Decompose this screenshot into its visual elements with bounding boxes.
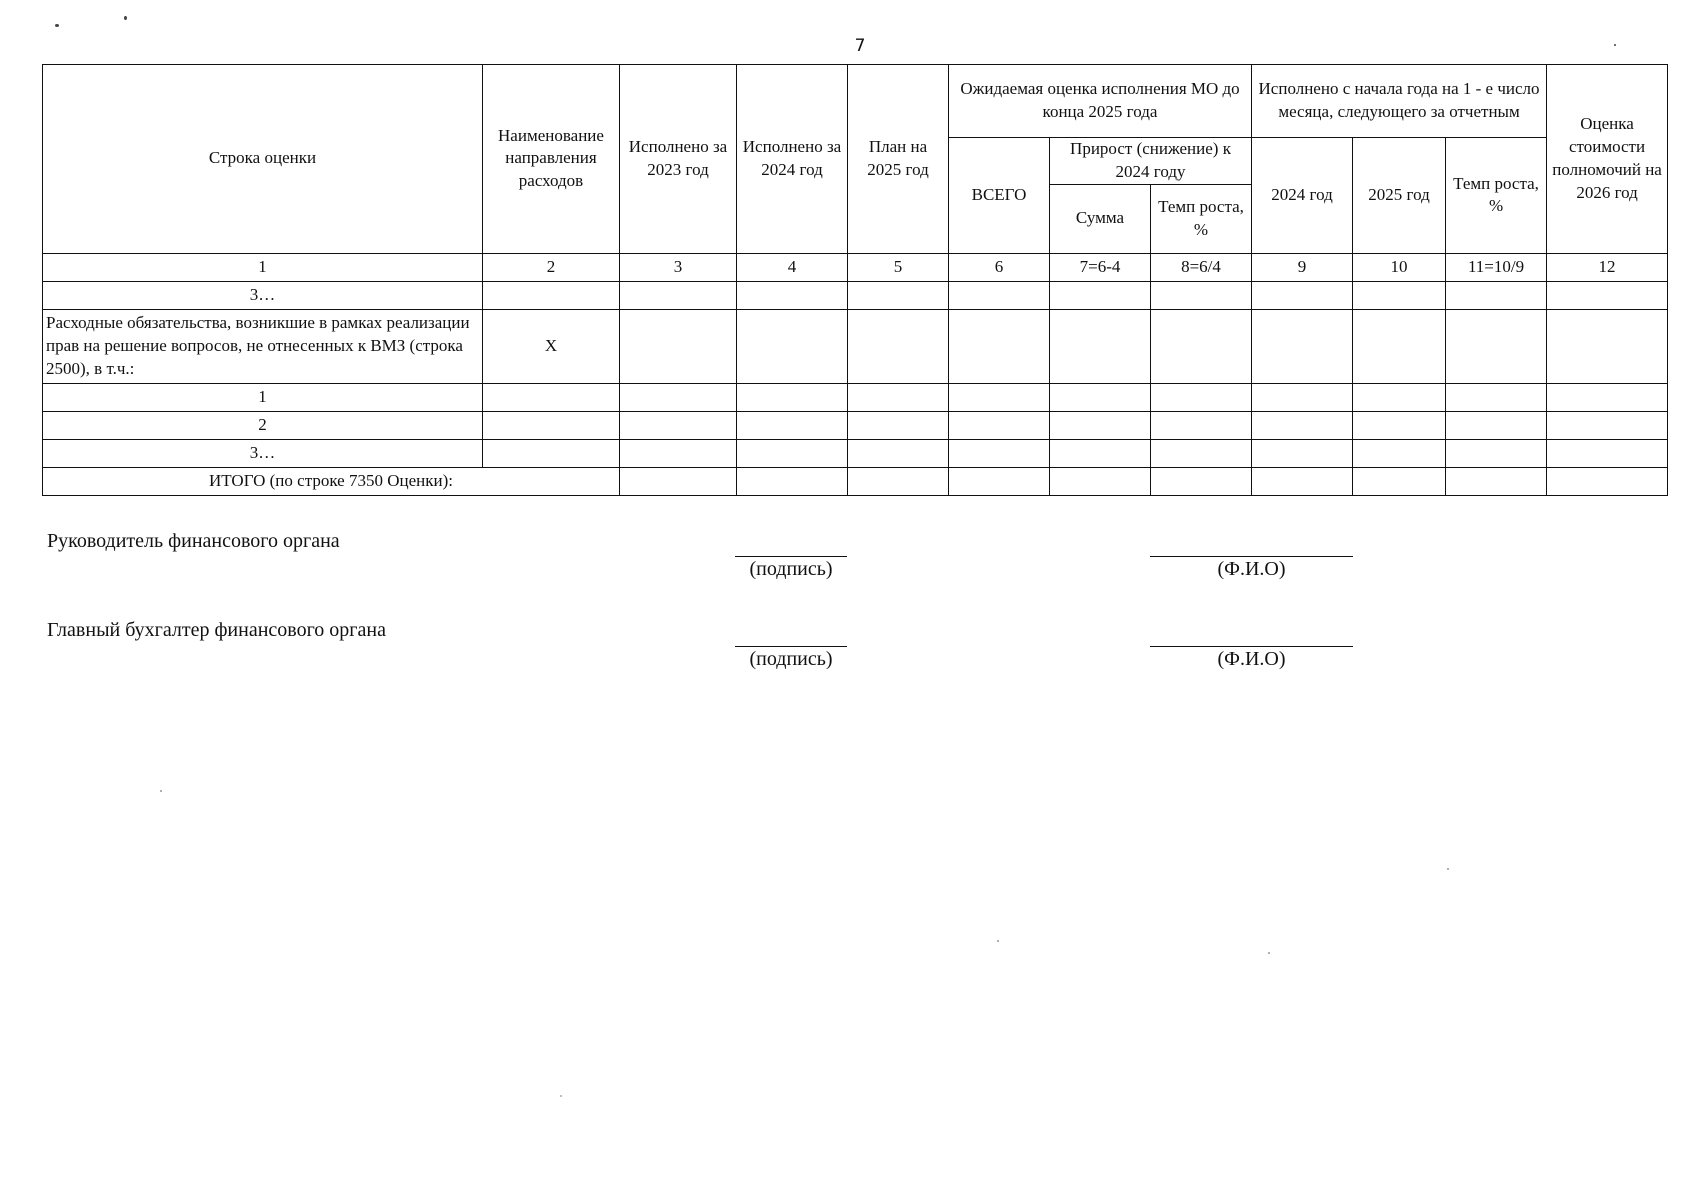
total-row-label: ИТОГО (по строке 7350 Оценки):	[43, 467, 620, 495]
table-cell	[737, 383, 848, 411]
table-row	[43, 383, 1668, 411]
row-direction: Х	[483, 309, 620, 383]
header-exec-2023: Исполнено за 2023 год	[620, 65, 737, 254]
scan-speck	[160, 790, 162, 792]
table-row	[43, 411, 1668, 439]
table-cell	[1547, 411, 1668, 439]
col-number: 10	[1353, 253, 1446, 281]
scan-speck	[1614, 44, 1616, 46]
table-cell	[1050, 467, 1151, 495]
table-cell	[1252, 309, 1353, 383]
name-caption: (Ф.И.О)	[1217, 558, 1286, 580]
col-number: 1	[43, 253, 483, 281]
table-cell	[1353, 439, 1446, 467]
name-line	[1150, 646, 1353, 647]
table-cell	[620, 309, 737, 383]
header-expected-group: Ожидаемая оценка исполнения МО до конца 2025 года	[949, 65, 1252, 138]
header-total: ВСЕГО	[949, 138, 1050, 254]
row-name: 3…	[43, 439, 483, 467]
assessment-table	[42, 64, 1668, 496]
table-cell	[620, 411, 737, 439]
table-cell	[949, 439, 1050, 467]
table-cell	[1151, 467, 1252, 495]
table-row	[43, 281, 1668, 309]
col-number: 9	[1252, 253, 1353, 281]
table-cell	[737, 439, 848, 467]
col-number: 7=6-4	[1050, 253, 1151, 281]
table-cell	[1446, 383, 1547, 411]
row-direction	[483, 411, 620, 439]
table-cell	[1547, 309, 1668, 383]
col-number: 6	[949, 253, 1050, 281]
scan-speck	[560, 1095, 562, 1097]
table-cell	[737, 281, 848, 309]
table-cell	[1252, 281, 1353, 309]
signature-line	[735, 646, 847, 647]
row-direction	[483, 281, 620, 309]
signature-block-accountant	[0, 619, 1697, 679]
header-plan-2025: План на 2025 год	[848, 65, 949, 254]
header-sum: Сумма	[1050, 184, 1151, 253]
table-cell	[949, 383, 1050, 411]
name-caption: (Ф.И.О)	[1217, 648, 1286, 670]
scan-speck	[997, 940, 999, 942]
header-ytd-2025: 2025 год	[1353, 138, 1446, 254]
scan-speck	[55, 24, 59, 27]
table-cell	[1353, 467, 1446, 495]
table-cell	[1353, 281, 1446, 309]
table-cell	[1446, 281, 1547, 309]
signature-caption: (подпись)	[749, 558, 833, 580]
header-row-1	[43, 65, 1668, 138]
table-cell	[848, 439, 949, 467]
col-number: 3	[620, 253, 737, 281]
table-cell	[620, 281, 737, 309]
header-ytd-group: Исполнено с начала года на 1 - е число месяца, следующего за отчетным	[1252, 65, 1547, 138]
table-cell	[1252, 439, 1353, 467]
table-cell	[1151, 411, 1252, 439]
col-number: 11=10/9	[1446, 253, 1547, 281]
table-cell	[1446, 467, 1547, 495]
table-cell	[848, 411, 949, 439]
table-cell	[1547, 383, 1668, 411]
header-ytd-2024: 2024 год	[1252, 138, 1353, 254]
header-row-name: Строка оценки	[43, 65, 483, 254]
table-cell	[1353, 411, 1446, 439]
signature-line	[735, 556, 847, 557]
col-number: 5	[848, 253, 949, 281]
name-line	[1150, 556, 1353, 557]
table-cell	[737, 309, 848, 383]
column-numbers-row	[43, 253, 1668, 281]
table-cell	[949, 467, 1050, 495]
table-cell	[1050, 383, 1151, 411]
table-cell	[1151, 383, 1252, 411]
signature-title: Руководитель финансового органа	[47, 530, 340, 552]
col-number: 4	[737, 253, 848, 281]
table-cell	[1050, 281, 1151, 309]
table-cell	[620, 467, 737, 495]
scan-speck	[1268, 952, 1270, 954]
table-cell	[1050, 439, 1151, 467]
table-cell	[1050, 309, 1151, 383]
table-cell	[1151, 439, 1252, 467]
signature-caption: (подпись)	[749, 648, 833, 670]
table-cell	[737, 467, 848, 495]
table-cell	[848, 467, 949, 495]
row-name: 2	[43, 411, 483, 439]
signature-title: Главный бухгалтер финансового органа	[47, 619, 386, 641]
table-cell	[1353, 383, 1446, 411]
table-cell	[620, 439, 737, 467]
table-cell	[1252, 467, 1353, 495]
table-cell	[1252, 383, 1353, 411]
table-cell	[949, 309, 1050, 383]
table-cell	[1446, 309, 1547, 383]
col-number: 2	[483, 253, 620, 281]
total-row	[43, 467, 1668, 495]
table-cell	[1446, 411, 1547, 439]
table-cell	[1446, 439, 1547, 467]
row-direction	[483, 383, 620, 411]
table-cell	[1547, 439, 1668, 467]
col-number: 8=6/4	[1151, 253, 1252, 281]
scan-speck	[1447, 868, 1449, 870]
table-row	[43, 309, 1668, 383]
header-growth-rate: Темп роста, %	[1151, 184, 1252, 253]
row-name: 1	[43, 383, 483, 411]
table-cell	[949, 281, 1050, 309]
table-cell	[848, 383, 949, 411]
col-number: 12	[1547, 253, 1668, 281]
table-cell	[620, 383, 737, 411]
header-estimate-2026: Оценка стоимости полномочий на 2026 год	[1547, 65, 1668, 254]
header-exec-2024: Исполнено за 2024 год	[737, 65, 848, 254]
table-cell	[737, 411, 848, 439]
table-cell	[848, 309, 949, 383]
table-cell	[1050, 411, 1151, 439]
header-growth-group: Прирост (снижение) к 2024 году	[1050, 138, 1252, 185]
table-cell	[1547, 281, 1668, 309]
table-cell	[1547, 467, 1668, 495]
table-cell	[1252, 411, 1353, 439]
table-cell	[1353, 309, 1446, 383]
page-number: 7	[854, 36, 866, 56]
scan-speck	[124, 16, 127, 20]
table-cell	[949, 411, 1050, 439]
table-cell	[1151, 309, 1252, 383]
header-direction: Наименование направления расходов	[483, 65, 620, 254]
signature-block-head	[0, 530, 1697, 590]
row-direction	[483, 439, 620, 467]
table-cell	[848, 281, 949, 309]
row-name: 3…	[43, 281, 483, 309]
table-row	[43, 439, 1668, 467]
row-name: Расходные обязательства, возникшие в рамках реализации прав на решение вопросов, не отнесенных к ВМЗ (строка 2500), в т.ч.:	[43, 309, 483, 383]
table-cell	[1151, 281, 1252, 309]
header-ytd-rate: Темп роста, %	[1446, 138, 1547, 254]
